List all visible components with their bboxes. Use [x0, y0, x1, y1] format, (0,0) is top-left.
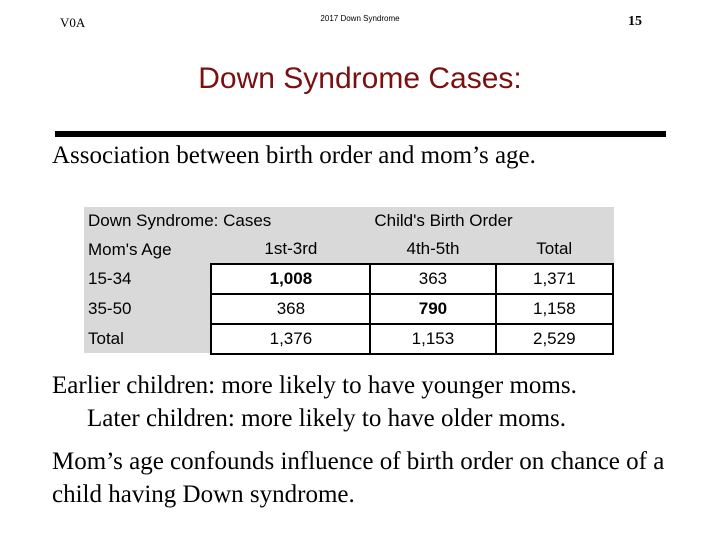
body-conclusion: Mom’s age confounds influence of birth order on chance of a child having Down syndrome.: [52, 448, 665, 508]
table-row: [84, 324, 613, 354]
body-line-earlier: Earlier children: more likely to have younger moms.: [52, 372, 577, 399]
table-cell: 1,158: [496, 294, 613, 324]
header-label: V0A: [60, 15, 86, 30]
table-cell: 368: [211, 294, 370, 324]
row-label: 35-50: [88, 299, 132, 318]
table-group-header: Child's Birth Order: [374, 211, 513, 230]
column-header: 4th-5th: [406, 239, 460, 258]
slide-title: Down Syndrome Cases:: [198, 62, 522, 95]
table-cell: 1,376: [211, 324, 370, 354]
body-line-later: Later children: more likely to have older moms.: [87, 404, 567, 432]
header-course: 2017 Down Syndrome: [320, 14, 400, 23]
table-cell: 790: [370, 294, 495, 324]
table-cell: 1,153: [370, 324, 495, 354]
column-header: Mom's Age: [88, 239, 172, 259]
body-paragraph: [52, 370, 577, 435]
cases-table: [84, 207, 614, 353]
table-row: [84, 264, 613, 294]
table-title-row: [84, 207, 613, 235]
title-divider: [55, 131, 666, 137]
table-cell: 1,371: [496, 264, 613, 294]
table-header-row: [84, 235, 613, 264]
row-label: Total: [88, 329, 124, 348]
table-title: Down Syndrome: Cases: [88, 211, 272, 230]
table-cell: 1,008: [211, 264, 370, 294]
column-header: 1st-3rd: [264, 239, 318, 258]
table-row: [84, 294, 613, 324]
table-cell: 363: [370, 264, 495, 294]
slide-subtitle: Association between birth order and mom’s age.: [52, 142, 536, 169]
row-label: 15-34: [88, 269, 132, 288]
table-cell: 2,529: [496, 324, 613, 354]
page-number: 15: [628, 14, 642, 29]
column-header: Total: [536, 239, 573, 258]
